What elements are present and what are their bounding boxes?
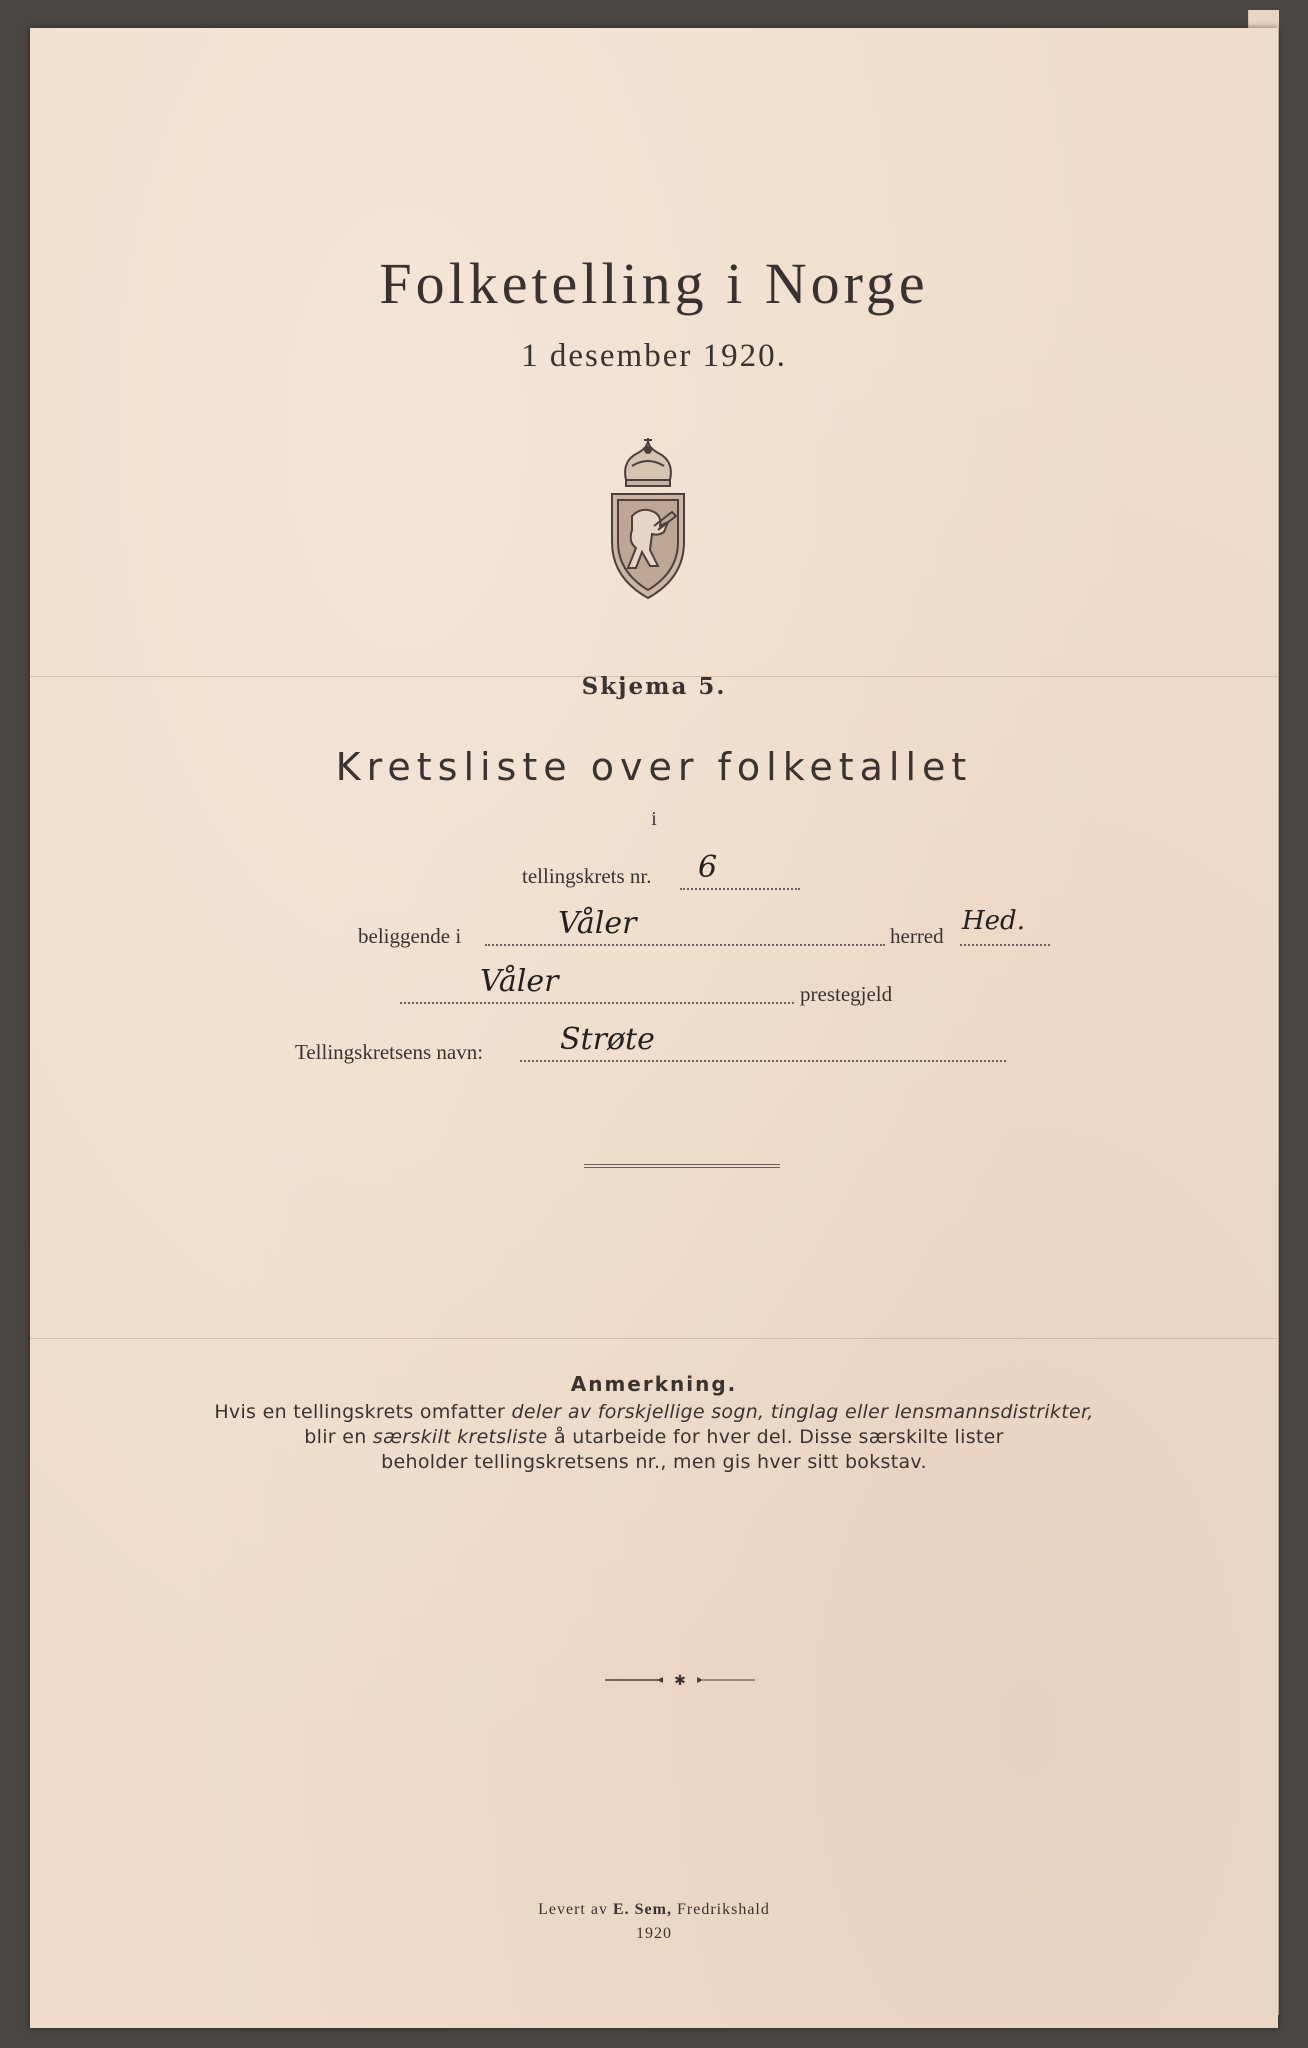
note-text: Hvis en tellingskrets omfatter [214, 1401, 512, 1423]
printer-year: 1920 [636, 1925, 672, 1942]
note-text: blir en [304, 1426, 373, 1448]
census-date: 1 desember 1920. [521, 338, 787, 374]
note-emphasis: deler av forskjellige sogn, tinglag eller lensmannsdistrikter, [511, 1401, 1094, 1423]
herred-value: Hed. [962, 906, 1025, 936]
schema-number: Skjema 5. [581, 673, 727, 700]
note-line-3: beholder tellingskretsens nr., men gis hver sitt bokstav. [381, 1451, 927, 1473]
note-line-2 [30, 1426, 1278, 1448]
census-form-page [30, 28, 1278, 2028]
krets-value: 6 [698, 850, 718, 885]
beliggende-label: beliggende i [358, 924, 462, 948]
beliggende-field [485, 914, 885, 946]
note-emphasis: særskilt kretsliste [372, 1426, 548, 1448]
prestegjeld-value: Våler [480, 964, 559, 999]
form-subtitle: Kretsliste over folketallet [335, 745, 973, 789]
preposition-i: i [651, 808, 657, 830]
note-line-1 [30, 1401, 1278, 1423]
navn-label: Tellingskretsens navn: [295, 1040, 484, 1064]
beliggende-value: Våler [558, 906, 637, 941]
norwegian-coat-of-arms-icon [598, 436, 698, 604]
printer-place: Fredrikshald [671, 1901, 770, 1918]
prestegjeld-field [400, 972, 794, 1004]
section-divider [584, 1164, 780, 1168]
page-title: Folketelling i Norge [379, 251, 929, 316]
svg-text:✱: ✱ [674, 1673, 686, 1687]
paper-fold-line [30, 1338, 1278, 1339]
note-text: å utarbeide for hver del. Disse særskilte lister [547, 1426, 1004, 1448]
printer-prefix: Levert av [538, 1901, 613, 1918]
note-heading: Anmerkning. [570, 1372, 738, 1396]
ornament-divider-icon [605, 1673, 755, 1687]
krets-label: tellingskrets nr. [522, 864, 652, 888]
navn-value: Strøte [560, 1022, 655, 1057]
herred-label: herred [890, 924, 944, 948]
printer-credit [30, 1901, 1278, 1919]
prestegjeld-label: prestegjeld [800, 982, 893, 1006]
printer-name: E. Sem, [612, 1901, 672, 1918]
